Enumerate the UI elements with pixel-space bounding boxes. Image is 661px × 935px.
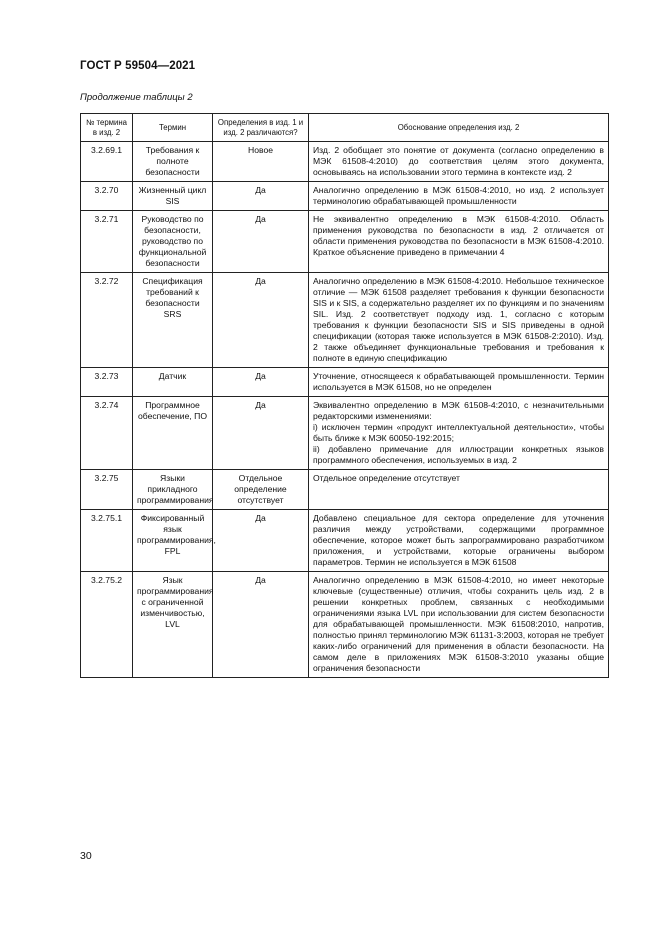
comparison-table [80,113,609,678]
justification-paragraph: i) исключен термин «продукт интеллектуальной деятельности», чтобы быть ближе к МЭК 60050-192:2015; [313,422,604,444]
column-header-justification: Обоснование определения изд. 2 [309,114,609,142]
cell-term: Руководство по безопасности, руководство по функциональной безопасности [133,211,213,273]
justification-paragraph: Аналогично определению в МЭК 61508-4:2010, но имеет некоторые ключевые (существенные) отличия, чтобы сохранить цель изд. 2 в решении конкретных проблем, связанных с необходимыми ограничениями языка LVL при использовании для систем безопасности для обрабатывающей промышленности. МЭК 61508:2010, напротив, полностью принял терминологию МЭК 61131-3:2003, которая не требует каких-либо ограничений для применения в области безопасности. На самом деле в приложениях МЭК 61508-3:2010 указаны общие ограничения безопасности [313,575,604,674]
justification-paragraph: Изд. 2 обобщает это понятие от документа (согласно определению в МЭК 61508-4:2010) до соответствия целям этого документа, основываясь на использовании этого термина в контексте изд. 2 [313,145,604,178]
cell-justification [309,273,609,368]
table-row [81,273,609,368]
cell-differ: Да [213,397,309,470]
justification-paragraph: Не эквивалентно определению в МЭК 61508-4:2010. Область применения руководства по безопасности в изд. 2 отличается от области применения руководства по безопасности в МЭК 61508-4:2010. Краткое объяснение приведено в примечании 4 [313,214,604,258]
table-row [81,182,609,211]
cell-differ: Да [213,572,309,678]
cell-justification [309,397,609,470]
table-row [81,397,609,470]
cell-differ: Да [213,368,309,397]
justification-paragraph: Отдельное определение отсутствует [313,473,460,484]
cell-term: Языки прикладного программирования [133,470,213,510]
cell-term-number: 3.2.75.2 [81,572,133,678]
table-caption: Продолжение таблицы 2 [80,92,193,103]
column-header-term: Термин [133,114,213,142]
cell-justification [309,572,609,678]
cell-term-number: 3.2.71 [81,211,133,273]
cell-term: Жизненный цикл SIS [133,182,213,211]
justification-paragraph: Аналогично определению в МЭК 61508-4:2010, но изд. 2 использует терминологию обрабатывающей промышленности [313,185,604,207]
cell-term-number: 3.2.73 [81,368,133,397]
cell-differ: Да [213,510,309,572]
cell-term: Программное обеспечение, ПО [133,397,213,470]
justification-paragraph: Аналогично определению в МЭК 61508-4:2010. Небольшое техническое отличие — МЭК 61508 разделяет требования к функции безопасности SIS и к SIS, а содержательно разделяет их по функциям и по значениям SIL. Изд. 2 соответствует подходу изд. 1, согласно с которым требования к функции безопасности SIS и SIS приведены в одной спецификации (которая также используется в МЭК 61508-2:2010). Изд. 2 также объединяет функциональные требования и требования к полноте в единую спецификацию [313,276,604,364]
table-row [81,368,609,397]
table-body [81,142,609,678]
table-header-row [81,114,609,142]
table-row [81,142,609,182]
cell-term: Требования к полноте безопасности [133,142,213,182]
table-row [81,510,609,572]
cell-differ: Да [213,211,309,273]
justification-paragraph: Уточнение, относящееся к обрабатывающей промышленности. Термин используется в МЭК 61508, но не определен [313,371,604,393]
document-header: ГОСТ Р 59504—2021 [80,60,196,72]
cell-justification [309,470,609,510]
cell-term: Язык программирования с ограниченной изменчивостью, LVL [133,572,213,678]
cell-term-number: 3.2.70 [81,182,133,211]
cell-term-number: 3.2.75.1 [81,510,133,572]
table-row [81,572,609,678]
column-header-differ: Определения в изд. 1 и изд. 2 различаются? [213,114,309,142]
page-number: 30 [80,850,92,862]
cell-term-number: 3.2.74 [81,397,133,470]
cell-justification [309,182,609,211]
cell-justification [309,368,609,397]
cell-term: Спецификация требований к безопасности SRS [133,273,213,368]
cell-term-number: 3.2.69.1 [81,142,133,182]
cell-justification [309,211,609,273]
justification-paragraph: ii) добавлено примечание для иллюстрации конкретных языков программного обеспечения, используемых в изд. 2 [313,444,604,466]
column-header-number: № термина в изд. 2 [81,114,133,142]
justification-paragraph: Добавлено специальное для сектора определение для уточнения различия между устройствами, содержащими программное обеспечение, которое может быть запрограммировано разработчиком приложения, и устройствами, которые ограничены выбором параметров. Термин не используется в МЭК 61508 [313,513,604,568]
cell-differ: Да [213,273,309,368]
justification-paragraph: Эквивалентно определению в МЭК 61508-4:2010, с незначительными редакторскими изменениями: [313,400,604,422]
cell-term: Датчик [133,368,213,397]
cell-differ: Да [213,182,309,211]
cell-term: Фиксированный язык программирования, FPL [133,510,213,572]
cell-justification [309,510,609,572]
cell-differ: Новое [213,142,309,182]
cell-differ: Отдельное определение отсутствует [213,470,309,510]
cell-term-number: 3.2.75 [81,470,133,510]
cell-justification [309,142,609,182]
cell-term-number: 3.2.72 [81,273,133,368]
table-row [81,211,609,273]
table-row [81,470,609,510]
